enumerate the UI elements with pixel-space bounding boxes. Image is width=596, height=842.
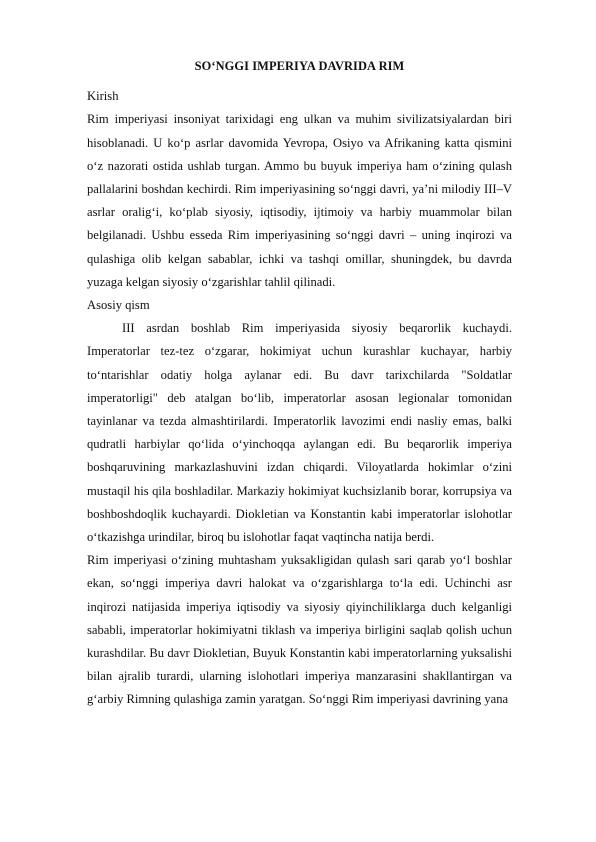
main-part-paragraph-1: III asrdan boshlab Rim imperiyasida siyosiy beqarorlik kuchaydi. Imperatorlar tez-tez o‘zgarar, hokimiyat uchun kurashlar kuchayar, harbiy to‘ntarishlar odatiy holga aylanar edi. Bu davr tarixchilarda "Soldatlar imperatorligi" deb atalgan bo‘lib, imperatorlar asosan legionalar tomonidan tayinlanar va tezda almashtirilardi. Imperatorlik lavozimi endi nasliy emas, balki qudratli harbiylar qo‘lida o‘yinchoqqa aylangan edi. Bu beqarorlik imperiya boshqaruvining markazlashuvini izdan chiqardi. Viloyatlarda hokimlar o‘zini mustaqil his qila boshladilar. Markaziy hokimiyat kuchsizlanib borar, korrupsiya va boshboshdoqlik kuchayardi. Diokletian va Konstantin kabi imperatorlar islohotlar o‘tkazishga urindilar, biroq bu islohotlar faqat vaqtincha natija berdi. <box>87 321 512 545</box>
section-heading-introduction: Kirish <box>87 89 119 104</box>
document-title: SO‘NGGI IMPERIYA DAVRIDA RIM <box>194 59 405 73</box>
introduction-paragraph: Rim imperiyasi insoniyat tarixidagi eng ulkan va muhim sivilizatsiyalardan biri hisoblanadi. U ko‘p asrlar davomida Yevropa, Osiyo va Afrikaning katta qismini o‘z nazorati ostida ushlab turgan. Ammo bu buyuk imperiya ham o‘zining qulash pallalarini boshdan kechirdi. Rim imperiyasining so‘nggi davri, ya’ni milodiy III–V asrlar oralig‘i, ko‘plab siyosiy, iqtisodiy, ijtimoiy va harbiy muammolar bilan belgilanadi. Ushbu esseda Rim imperiyasining so‘nggi davri – uning inqirozi va qulashiga olib kelgan sabablar, ichki va tashqi omillar, shuningdek, bu davrda yuzaga kelgan siyosiy o‘zgarishlar tahlil qilinadi. <box>87 112 512 289</box>
main-part-paragraph-2: Rim imperiyasi o‘zining muhtasham yuksakligidan qulash sari qarab yo‘l boshlar ekan, so‘nggi imperiya davri halokat va o‘zgarishlarga to‘la edi. Uchinchi asr inqirozi natijasida imperiya iqtisodiy va siyosiy qiyinchiliklarga duch kelganligi sababli, imperatorlar hokimiyatni tiklash va imperiya birligini saqlab qolish uchun kurashdilar. Bu davr Diokletian, Buyuk Konstantin kabi imperatorlarning yuksalishi bilan ajralib turardi, ularning islohotlari imperiya manzarasini shakllantirgan va g‘arbiy Rimning qulashiga zamin yaratgan. So‘nggi Rim imperiyasi davrining yana <box>87 553 512 707</box>
section-heading-main-part: Asosiy qism <box>87 298 150 313</box>
document-page <box>87 55 512 712</box>
